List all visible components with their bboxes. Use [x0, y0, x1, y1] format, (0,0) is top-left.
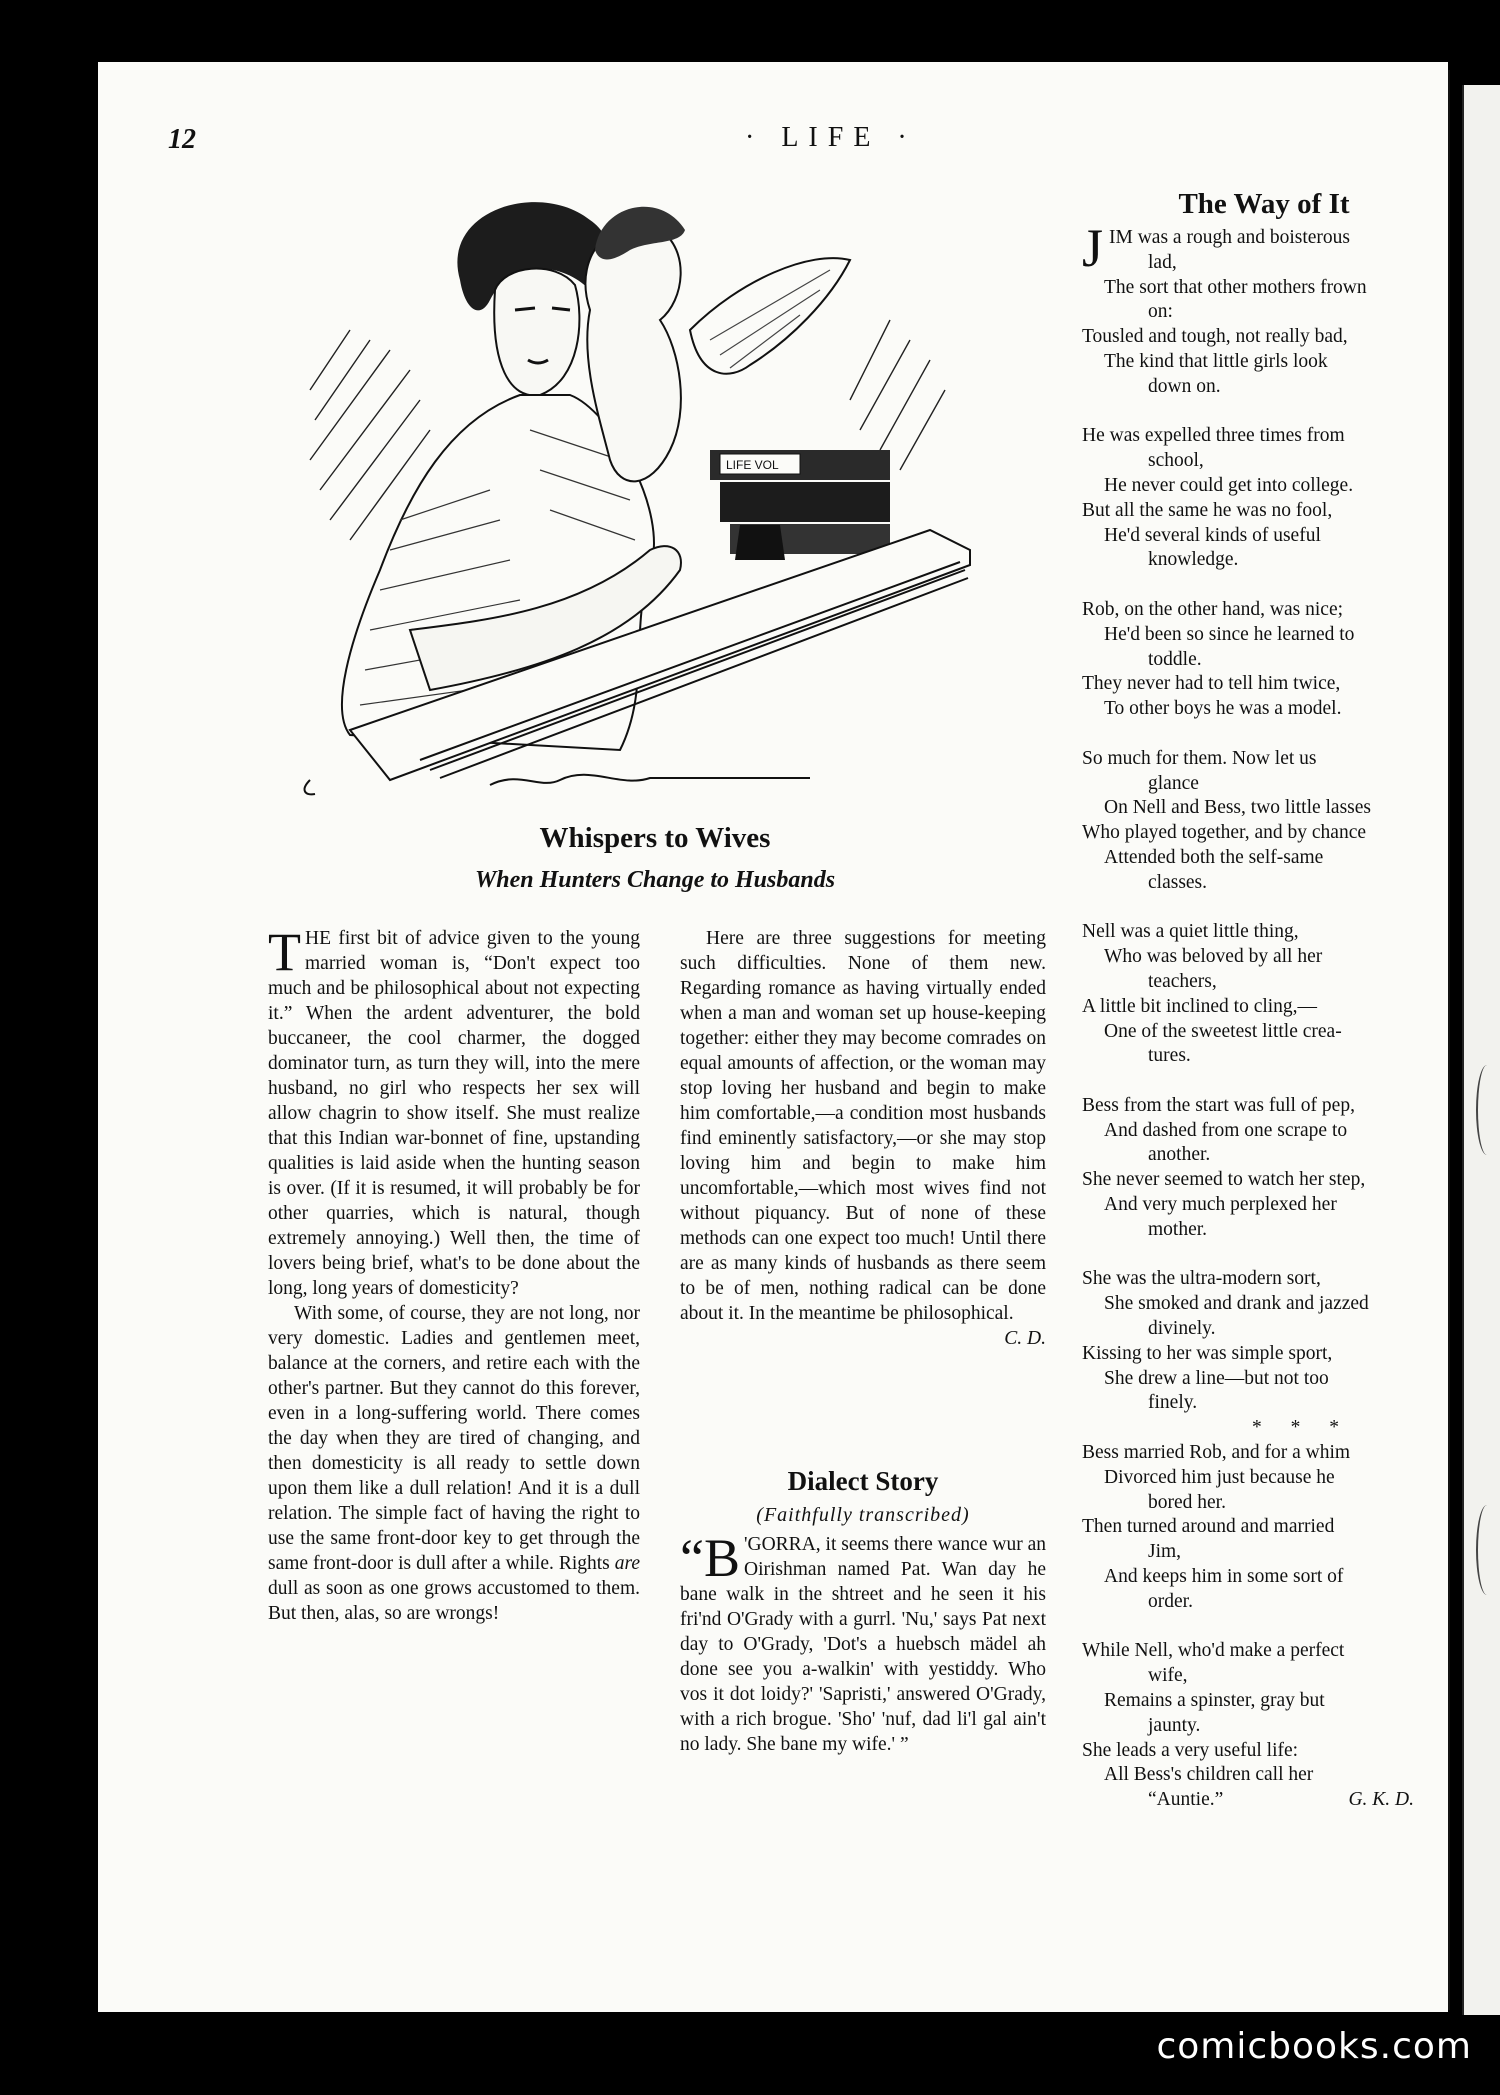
paragraph-text: With some, of course, they are not long, nor very domestic. Ladies and gentlemen meet, balance at the corners, and retire each with the other's partner. But they cannot do this forever, even in a long-suffering world. There comes the day when they are tired of changing, and then domesticity is all ready to settle down upon them like a dull relation! And it is a dull relation. The simple fact of having the right to use the same front-door key to get through the same front-door is dull after a while. Rights [268, 1303, 640, 1574]
paragraph-text: 'GORRA, it seems there wance wur an Oirishman named Pat. Wan day he bane walk in the shtreet and he seen it his fri'nd O'Grady with a gurrl. 'Nu,' says Pat next day to O'Grady, 'Dot's a huebsch mädel ah done see you a-walkin' with yestiddy. Who vos it dot loidy?' 'Sapristi,' answered O'Grady, with a rich brogue. 'Sho' 'nuf, dad li'l gal ain't no lady. She bane my wife.' ” [680, 1534, 1046, 1755]
dialect-title: Dialect Story [787, 1466, 939, 1496]
poem-line: And very much perplexed her [1104, 1194, 1337, 1216]
poem-line: another. [1148, 1144, 1211, 1166]
poem-line-text: “Auntie.” [1148, 1789, 1224, 1811]
section-break-stars: * * * [1252, 1417, 1351, 1439]
poem-line: classes. [1148, 871, 1208, 893]
poem-line: While Nell, who'd make a perfect [1082, 1640, 1345, 1662]
poem-line: He'd several kinds of useful [1104, 524, 1321, 546]
adjacent-page-edge [1462, 85, 1500, 2015]
poem-line: She was the ultra-modern sort, [1082, 1268, 1321, 1290]
poem-line: And keeps him in some sort of [1104, 1566, 1344, 1588]
dialect-story-text [680, 1528, 1046, 1757]
poem-line: They never had to tell him twice, [1082, 673, 1341, 695]
poem-line: To other boys he was a model. [1104, 698, 1342, 720]
paragraph-text: dull as soon as one grows accustomed to them. But then, alas, so are wrongs! [268, 1578, 640, 1624]
drop-cap: J [1082, 218, 1104, 278]
watermark: comicbooks.com [1156, 2026, 1472, 2067]
adjacent-page-sketch [1476, 1065, 1498, 1155]
article-subtitle: When Hunters Change to Husbands [474, 867, 836, 893]
poem-line: She never seemed to watch her step, [1082, 1169, 1366, 1191]
poem-line: school, [1148, 450, 1204, 472]
poem-line: Tousled and tough, not really bad, [1082, 326, 1348, 348]
drop-cap: T [268, 922, 301, 982]
article-column-2 [680, 926, 1046, 1351]
poem-line: Who played together, and by chance [1082, 822, 1367, 844]
emphasis-text: are [614, 1553, 640, 1574]
poem-line: Then turned around and married [1082, 1516, 1335, 1538]
poem-line: divinely. [1148, 1318, 1216, 1340]
poem-line: finely. [1148, 1392, 1198, 1414]
poem-line: toddle. [1148, 648, 1202, 670]
poem-line [1082, 1788, 1452, 1813]
poem-line: glance [1148, 772, 1199, 794]
poem-line: Kissing to her was simple sport, [1082, 1342, 1333, 1364]
woman-face [494, 269, 579, 396]
masthead: · LIFE · [745, 122, 917, 153]
poem-line: Attended both the self-same [1104, 846, 1324, 868]
poem-line: The kind that little girls look [1104, 350, 1328, 372]
poem-line: jaunty. [1148, 1714, 1201, 1736]
poem-signature: G. K. D. [1348, 1789, 1414, 1811]
drop-cap: “B [680, 1528, 740, 1588]
dialect-subtitle: (Faithfully transcribed) [756, 1504, 970, 1526]
poem-line: Divorced him just because he [1104, 1466, 1335, 1488]
poem-line: So much for them. Now let us [1082, 747, 1317, 769]
poem-line: wife, [1148, 1665, 1188, 1687]
poem-line: She drew a line—but not too [1104, 1367, 1329, 1389]
poem-line: Bess from the start was full of pep, [1082, 1094, 1355, 1116]
poem-line: A little bit inclined to cling,— [1082, 995, 1318, 1017]
poem-line: down on. [1148, 375, 1221, 397]
poem-line: IM was a rough and boisterous [1109, 227, 1351, 248]
poem-line: bored her. [1148, 1491, 1226, 1513]
poem-line: Bess married Rob, and for a whim [1082, 1442, 1351, 1464]
poem-line: He'd been so since he learned to [1104, 623, 1355, 645]
poem-line: She smoked and drank and jazzed [1104, 1293, 1369, 1315]
poem-line: knowledge. [1148, 549, 1239, 571]
poem-line: lad, [1148, 251, 1177, 273]
book-label: LIFE VOL [726, 458, 779, 472]
poem-line: He never could get into college. [1104, 474, 1354, 496]
poem-line: Jim, [1148, 1541, 1182, 1563]
article-paragraph [268, 922, 640, 1301]
poem-line: The sort that other mothers frown [1104, 276, 1367, 298]
cupid-wing [690, 258, 850, 374]
article-column-1 [268, 922, 640, 1626]
adjacent-page-sketch [1476, 1505, 1498, 1595]
paragraph-text: HE first bit of advice given to the young married woman is, “Don't expect too much and be philosophical about not expecting it.” When the ardent adventurer, the bold buccaneer, the cool charmer, the dogged dominator turn, as turn they will, into the mere husband, no girl who respects her sex will allow chagrin to show itself. She must realize that this Indian war-bonnet of fine, upstanding qualities is laid aside when the hunting season is over. (If it is resumed, it will probably be for other quarries, which is natural, though extremely annoying.) Well then, the time of lovers being brief, what's to be done about the long, long years of domesticity? [268, 928, 640, 1299]
poem-line: And dashed from one scrape to [1104, 1119, 1348, 1141]
poem-line: On Nell and Bess, two little lasses [1104, 797, 1372, 819]
poem-line: Rob, on the other hand, was nice; [1082, 598, 1344, 620]
page-number: 12 [168, 124, 196, 155]
artist-signature [490, 775, 810, 785]
poem-line: She leads a very useful life: [1082, 1739, 1299, 1761]
article-paragraph [268, 1301, 640, 1626]
cupid-illustration [290, 190, 1020, 800]
article-title: Whispers to Wives [539, 822, 771, 854]
poem-line: Nell was a quiet little thing, [1082, 921, 1299, 943]
poem-line: Who was beloved by all her [1104, 946, 1323, 968]
poem-line: Remains a spinster, gray but [1104, 1690, 1325, 1712]
poem [1082, 218, 1452, 1813]
poem-line: mother. [1148, 1218, 1208, 1240]
dialect-paragraph [680, 1528, 1046, 1757]
poem-line: on: [1148, 301, 1173, 323]
poem-line: tures. [1148, 1045, 1191, 1067]
poem-line: teachers, [1148, 970, 1217, 992]
stacked-books [710, 450, 890, 554]
poem-title: The Way of It [1178, 188, 1350, 220]
article-signature: C. D. [1004, 1328, 1046, 1349]
poem-line: order. [1148, 1590, 1193, 1612]
poem-line [1082, 1763, 1452, 1788]
article-paragraph: Here are three suggestions for meeting such difficulties. None of them new. Regarding romance as having virtually ended when a man and woman set up house-keeping together: either they may become comrades on equal amounts of affection, or the woman may stop loving her husband and begin to make him comfortable,—a condition most husbands find eminently satisfactory,—or she may stop loving him and begin to make him uncomfortable,—which most wives find not without piquancy. But of none of these methods can one expect too much! Until there are as many kinds of husbands as there seem to be of men, nothing radical can be done about it. In the meantime be philosophical. [680, 928, 1046, 1324]
poem-line: He was expelled three times from [1082, 425, 1345, 447]
poem-line: But all the same he was no fool, [1082, 499, 1333, 521]
poem-line: One of the sweetest little crea- [1104, 1020, 1342, 1042]
poem-line-text: All Bess's children call her [1104, 1764, 1314, 1786]
inkwell [735, 525, 785, 560]
